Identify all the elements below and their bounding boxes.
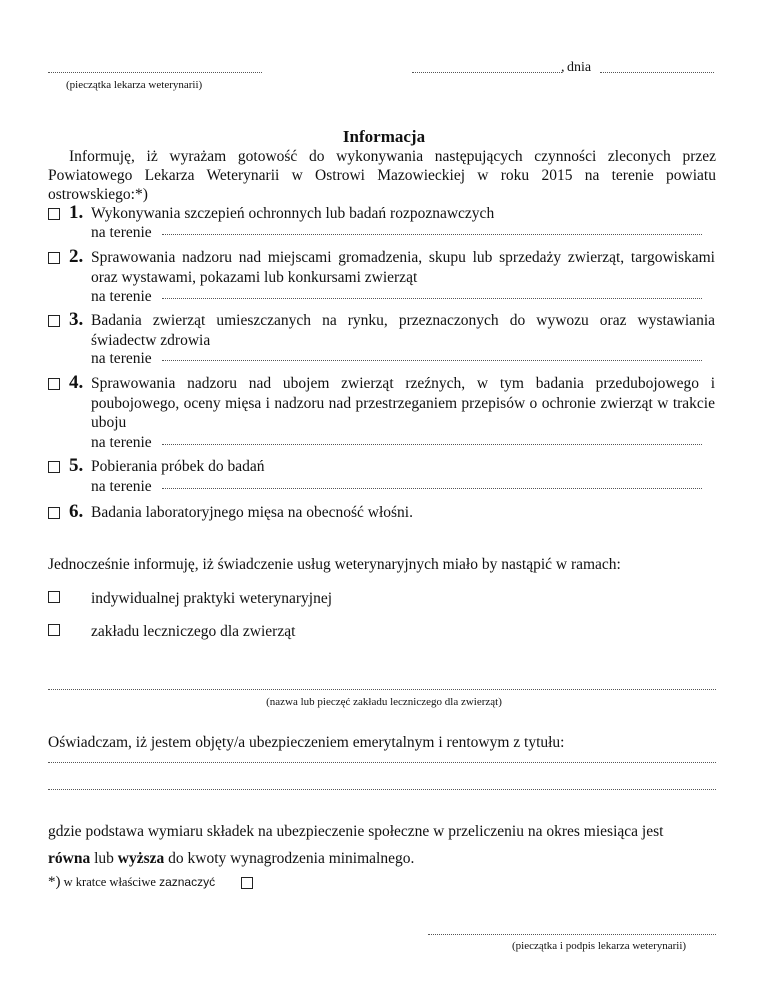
item-1-area-line[interactable] [162,234,702,235]
item-6-text: Badania laboratoryjnego mięsa na obecność włośni. [91,504,413,521]
signature-caption: (pieczątka i podpis lekarza weterynarii) [512,940,687,952]
footnote-mark: *) [48,874,61,890]
date-dotted-line[interactable] [600,72,714,73]
services-intro: Jednocześnie informuję, iż świadczenie usług weterynaryjnych miało by nastąpić w ramach: [48,556,621,573]
item-4-area-label: na terenie [91,434,152,451]
item-3-text: Badania zwierząt umieszczanych na rynku, przeznaczonych do wywozu oraz wystawiania świadectw zdrowia [91,312,715,349]
item-5-area-label: na terenie [91,478,152,495]
checkbox-item-3[interactable] [48,315,60,327]
item-1-number: 1. [69,202,84,223]
item-3-area-label: na terenie [91,350,152,367]
footnote-text-2: zaznaczyć [159,875,216,889]
item-4-number: 4. [69,372,84,393]
footnote-text: w kratce właściwe [63,875,156,889]
item-4-text: Sprawowania nadzoru nad ubojem zwierząt rzeźnych, w tym badania przedubojowego i poubojowego, oceny mięsa i nadzoru nad przestrzeganiem przepisów o ochronie zwierząt w trakcie uboju [91,375,715,431]
declaration-text: Oświadczam, iż jestem objęty/a ubezpieczeniem emerytalnym i rentowym z tytułu: [48,734,565,751]
date-label: dnia [567,60,592,75]
item-3-number: 3. [69,309,84,330]
basis-higher: wyższa [117,850,165,867]
contribution-basis-line: gdzie podstawa wymiaru składek na ubezpieczenie społeczne w przeliczeniu na okres miesiąca jest [48,823,664,840]
option-individual-practice: indywidualnej praktyki weterynaryjnej [91,590,333,607]
footnote-checkbox [241,877,253,889]
item-2-area-label: na terenie [91,288,152,305]
checkbox-animal-clinic[interactable] [48,624,60,636]
declaration-line-2[interactable] [48,789,716,790]
option-animal-clinic: zakładu leczniczego dla zwierząt [91,623,296,640]
page-title: Informacja [342,127,426,146]
item-5-area-line[interactable] [162,488,702,489]
intro-paragraph [48,147,716,204]
item-4-area-line[interactable] [162,444,702,445]
contribution-basis-line-2 [48,849,414,868]
date-comma: , [561,60,565,75]
basis-or: lub [94,850,114,867]
checkbox-item-6[interactable] [48,507,60,519]
clinic-dotted-line[interactable] [48,689,716,690]
checkbox-item-4[interactable] [48,378,60,390]
checkbox-item-5[interactable] [48,461,60,473]
item-5-text: Pobierania próbek do badań [91,458,265,475]
basis-equal: równa [48,850,91,867]
declaration-line-1[interactable] [48,762,716,763]
signature-dotted-line[interactable] [428,934,716,935]
item-6-number: 6. [69,501,84,522]
item-1-text: Wykonywania szczepień ochronnych lub badań rozpoznawczych [91,205,495,222]
item-2-number: 2. [69,246,84,267]
basis-rest: do kwoty wynagrodzenia minimalnego. [168,850,415,867]
item-2-text: Sprawowania nadzoru nad miejscami gromadzenia, skupu lub sprzedaży zwierząt, targowiskami oraz wystawami, pokazami lub konkursami zwierząt [91,249,715,286]
checkbox-item-2[interactable] [48,252,60,264]
clinic-caption: (nazwa lub pieczęć zakładu leczniczego dla zwierząt) [266,696,502,708]
stamp-dotted-line [48,72,262,73]
checkbox-item-1[interactable] [48,208,60,220]
item-1-area-label: na terenie [91,224,152,241]
checkbox-individual-practice[interactable] [48,591,60,603]
stamp-caption: (pieczątka lekarza weterynarii) [66,79,203,91]
item-2-area-line[interactable] [162,298,702,299]
place-dotted-line[interactable] [412,72,562,73]
footnote [48,874,215,891]
intro-text: Informuję, iż wyrażam gotowość do wykonywania następujących czynności zleconych przez Powiatowego Lekarza Weterynarii w Ostrowi Mazowieckiej w roku 2015 na terenie powiatu ostrowskiego:*) [48,148,716,203]
item-3-area-line[interactable] [162,360,702,361]
item-5-number: 5. [69,455,84,476]
